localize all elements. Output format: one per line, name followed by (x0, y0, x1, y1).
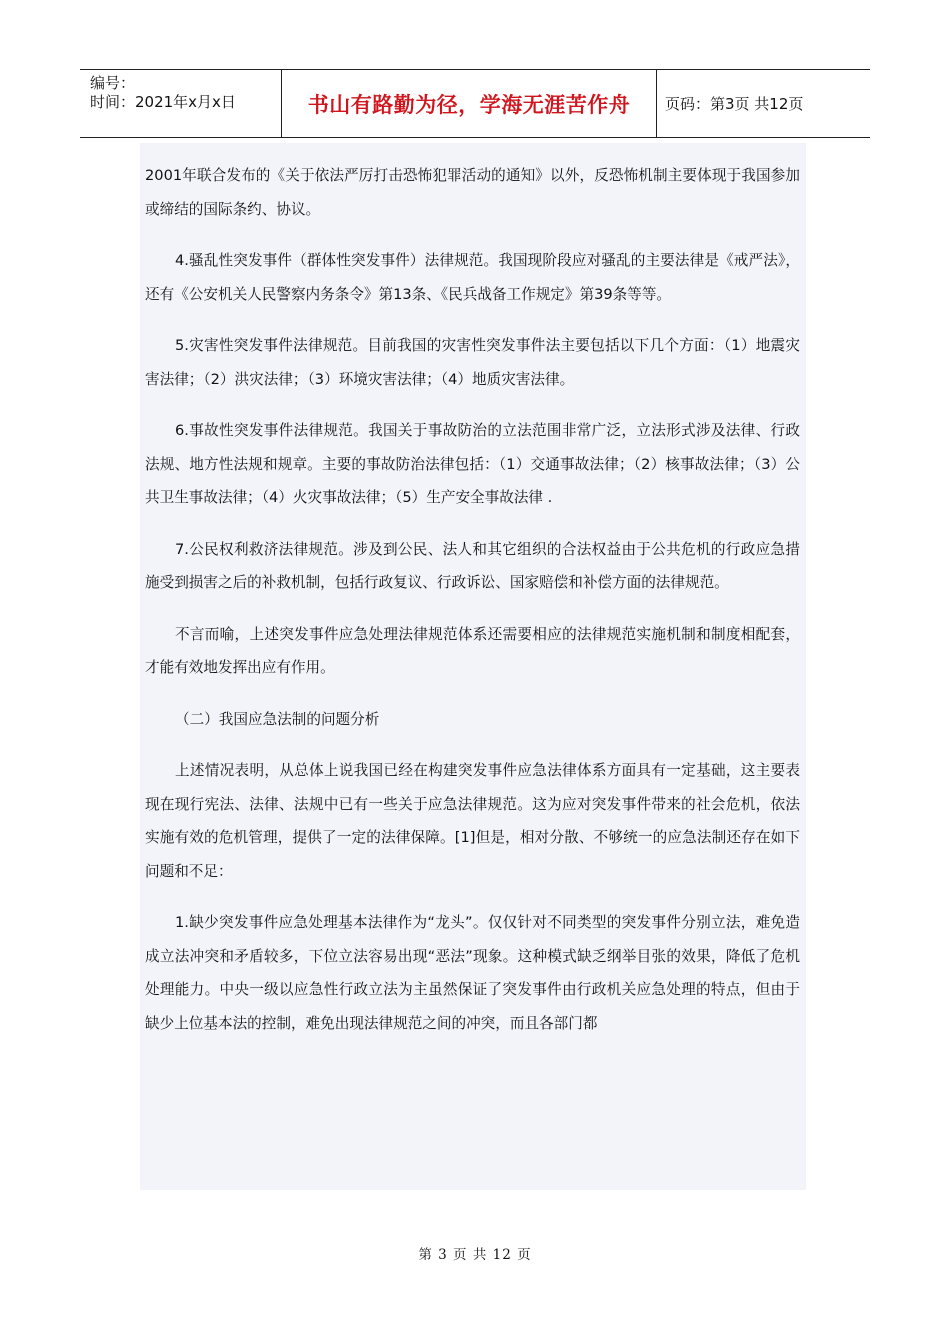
paragraph-problem-one: 1.缺少突发事件应急处理基本法律作为“龙头”。仅仅针对不同类型的突发事件分别立法，难免造成立法冲突和矛盾较多，下位立法容易出现“恶法”现象。这种模式缺乏纲举目张的效果，降低了危机处理能力。中央一级以应急性行政立法为主虽然保证了突发事件由行政机关应急处理的特点，但由于缺少上位基本法的控制，难免出现法律规范之间的冲突，而且各部门都 (145, 914, 800, 1032)
paragraph-disaster-law: 5.灾害性突发事件法律规范。目前我国的灾害性突发事件法主要包括以下几个方面：（1）地震灾害法律；（2）洪灾法律；（3）环境灾害法律；（4）地质灾害法律。 (145, 337, 800, 388)
paragraph-conclusion: 不言而喻，上述突发事件应急处理法律规范体系还需要相应的法律规范实施机制和制度相配套，才能有效地发挥出应有作用。 (145, 625, 800, 676)
document-number-label: 编号： (90, 74, 136, 92)
document-time-label: 时间：2021年x月x日 (90, 93, 236, 111)
paragraph-continuation: 2001年联合发布的《关于依法严厉打击恐怖犯罪活动的通知》以外，反恐怖机制主要体现于我国参加或缔结的国际条约、协议。 (145, 167, 800, 218)
page-footer: 第 3 页 共 12 页 (418, 1247, 532, 1263)
header-meta (80, 70, 282, 137)
paragraph-riot-law: 4.骚乱性突发事件（群体性突发事件）法律规范。我国现阶段应对骚乱的主要法律是《戒严法》，还有《公安机关人民警察内务条令》第13条、《民兵战备工作规定》第39条等等。 (145, 252, 800, 303)
header-page-info: 页码：第3页 共12页 (665, 95, 804, 113)
paragraph-remedy-law: 7.公民权利救济法律规范。涉及到公民、法人和其它组织的合法权益由于公共危机的行政应急措施受到损害之后的补救机制，包括行政复议、行政诉讼、国家赔偿和补偿方面的法律规范。 (145, 540, 800, 591)
document-body (140, 143, 806, 1190)
section-heading: （二）我国应急法制的问题分析 (175, 710, 380, 728)
paragraph-analysis: 上述情况表明，从总体上说我国已经在构建突发事件应急法律体系方面具有一定基础，这主要表现在现行宪法、法律、法规中已有一些关于应急法律规范。这为应对突发事件带来的社会危机，依法实施有效的危机管理，提供了一定的法律保障。[1]但是，相对分散、不够统一的应急法制还存在如下问题和不足： (145, 762, 800, 880)
page-header (80, 69, 870, 138)
paragraph-accident-law: 6.事故性突发事件法律规范。我国关于事故防治的立法范围非常广泛，立法形式涉及法律、行政法规、地方性法规和规章。主要的事故防治法律包括：（1）交通事故法律；（2）核事故法律；（3）公共卫生事故法律；（4）火灾事故法律；（5）生产安全事故法律 . (145, 422, 800, 506)
header-motto: 书山有路勤为径，学海无涯苦作舟 (282, 70, 657, 137)
